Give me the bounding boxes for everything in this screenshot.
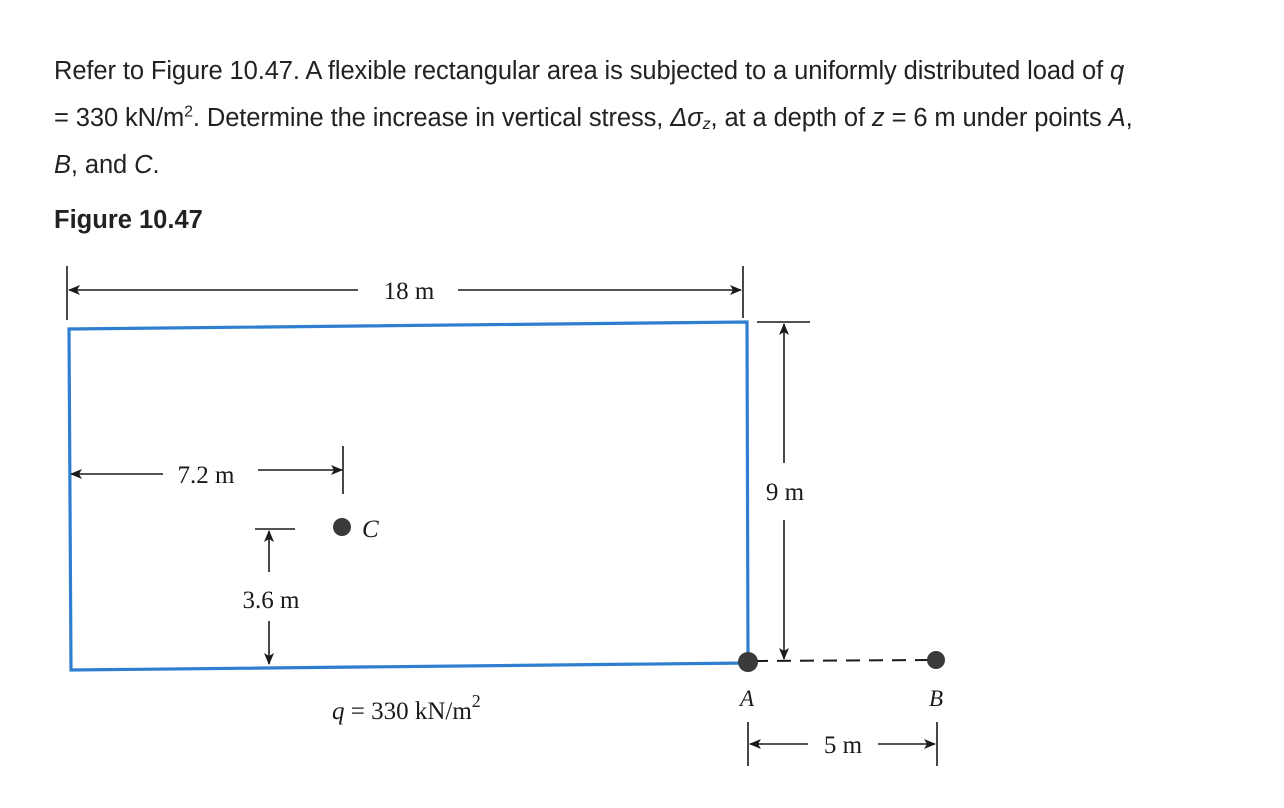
q-symbol: q (1110, 57, 1125, 85)
point-a-ref: A (1108, 104, 1126, 132)
figure-title: Figure 10.47 (54, 206, 203, 234)
dim-c-x-label: 7.2 m (177, 462, 235, 489)
load-q-symbol: q (332, 698, 345, 725)
dim-width-label: 18 m (383, 278, 435, 305)
problem-text-7: , and (70, 151, 135, 179)
point-b-marker (927, 651, 945, 669)
dashed-line-a-b (754, 660, 928, 661)
dim-c-y-label: 3.6 m (242, 587, 300, 614)
point-a-label: A (739, 686, 755, 711)
problem-text-6: , (1125, 104, 1133, 132)
subscript-z: z (702, 116, 711, 133)
dimension-c-y-3-6m (243, 529, 301, 664)
problem-text-1: Refer to Figure 10.47. A flexible rectangular area is subjected to a uniformly distributed load of (54, 57, 1111, 85)
point-c-label: C (362, 516, 379, 543)
point-b-label: B (928, 686, 944, 711)
load-label (332, 691, 481, 725)
loaded-area-rectangle (69, 322, 748, 670)
problem-text-8: . (152, 151, 160, 179)
problem-text-2: = 330 kN/m (54, 104, 185, 132)
point-b-ref: B (54, 151, 71, 179)
delta-sigma-symbol: Δσ (670, 104, 703, 132)
dimension-ab-5m (748, 722, 937, 766)
dimension-width-18m (67, 266, 743, 320)
exponent-2: 2 (184, 103, 193, 121)
dim-ab-label: 5 m (823, 732, 863, 759)
dimension-c-x-7-2m (71, 446, 343, 494)
dimension-height-9m (757, 322, 810, 659)
problem-text-5: = 6 m under points (884, 104, 1109, 132)
load-value: = 330 kN/m (344, 698, 472, 725)
point-a-marker (738, 652, 758, 672)
point-c-ref: C (134, 151, 153, 179)
point-c-marker (333, 518, 351, 536)
dim-height-label: 9 m (765, 479, 805, 506)
problem-text-4: , at a depth of (710, 104, 872, 132)
load-exponent: 2 (471, 691, 481, 711)
z-symbol: z (871, 104, 885, 132)
problem-text-3: . Determine the increase in vertical stress, (192, 104, 671, 132)
